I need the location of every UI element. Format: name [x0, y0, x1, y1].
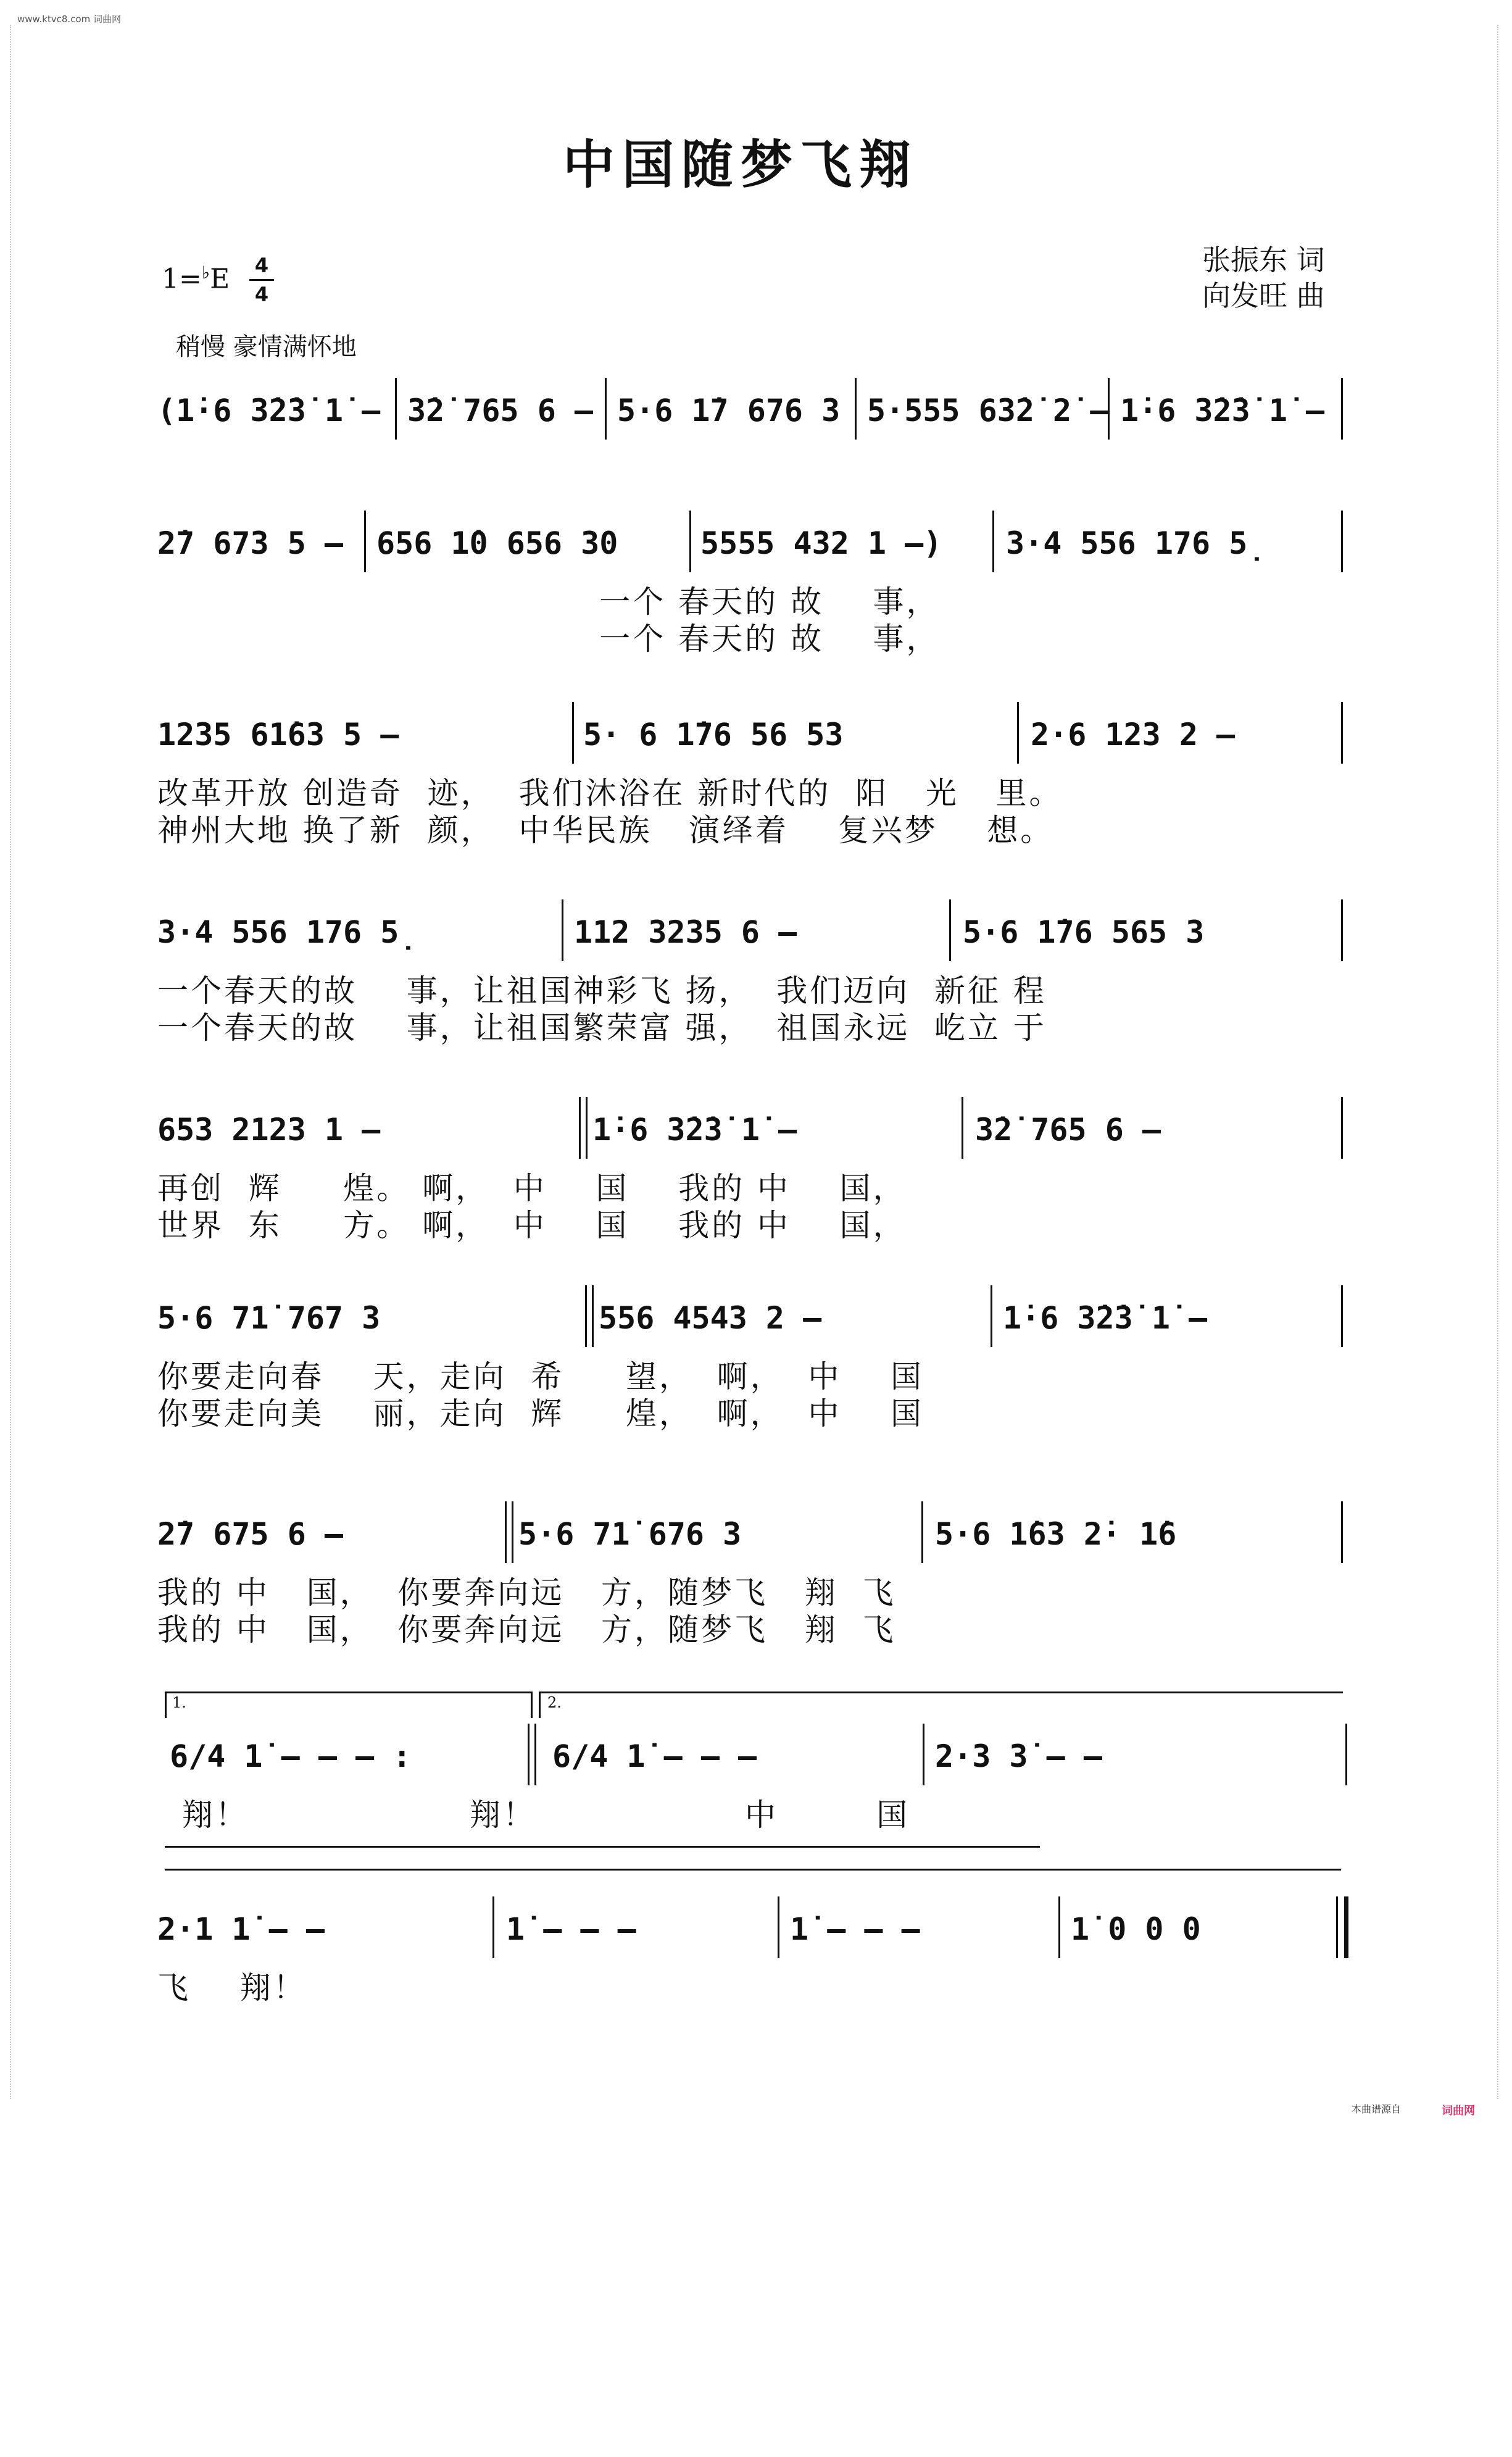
- lyric-line-2: 一个 春天的 故 事，: [157, 621, 940, 657]
- measure: 5555 432 1 –): [700, 525, 942, 561]
- measure: 3̇2̇ 765 6 –: [407, 393, 594, 428]
- left-page-edge: [10, 25, 15, 2099]
- measure: 2·1 1̇ – –: [157, 1911, 325, 1947]
- measure: 653 2123 1 –: [157, 1112, 381, 1148]
- lyric-line-2: 世界 东 方。 啊， 中 国 我的 中 国，: [157, 1208, 907, 1243]
- measure: 1235 61̇63 5 –: [157, 717, 399, 753]
- lyric-line-2: 我的 中 国， 你要奔向远 方，随梦飞 翔 飞: [157, 1612, 896, 1648]
- first-ending-bracket: [165, 1692, 533, 1718]
- measure: 3·4 556 176 5̣: [1006, 525, 1266, 561]
- lyric-line-2: 一个春天的故 事，让祖国繁荣富 强， 祖国永远 屹立 于: [157, 1010, 1047, 1046]
- system-divider: [165, 1846, 1040, 1848]
- lyric-line-1: 我的 中 国， 你要奔向远 方，随梦飞 翔 飞: [157, 1575, 896, 1611]
- measure: 1̇·6 3̇2̇3̇ 1̇ –: [1120, 393, 1325, 428]
- measure: 5· 6 1̇76 56 53: [583, 717, 844, 753]
- song-title: 中国随梦飞翔: [562, 135, 918, 195]
- lyric-line-1: 再创 辉 煌。 啊， 中 国 我的 中 国，: [157, 1170, 907, 1206]
- key-note: E: [210, 263, 230, 295]
- second-ending-bracket: [539, 1692, 1343, 1718]
- composer-credit: 向发旺 曲: [1202, 279, 1325, 312]
- measure: 1̇·6 3̇2̇3̇ 1̇ –: [592, 1112, 797, 1148]
- measure: 2·6 123 2 –: [1031, 717, 1236, 753]
- measure: 5·6 71̇ 767 3: [157, 1300, 381, 1336]
- measure: 1̇ – – –: [506, 1911, 636, 1947]
- measure: 2̇7 673 5 –: [157, 525, 344, 561]
- measure: 2·3 3̇ – –: [935, 1738, 1102, 1774]
- footer-source-text: 本曲谱源自: [1351, 2103, 1401, 2115]
- measure: 2̇7 675 6 –: [157, 1516, 344, 1552]
- measure: 3·4 556 176 5̣: [157, 914, 418, 950]
- measure: 1̇ – – –: [790, 1911, 920, 1947]
- second-ending-label: 2.: [547, 1694, 562, 1711]
- measure: (1̇·6 3̇2̇3̇ 1̇ –: [157, 393, 381, 428]
- lyric-line-1: 翔！ 翔！ 中 国: [157, 1797, 910, 1833]
- lyric-line-1: 改革开放 创造奇 迹， 我们沐浴在 新时代的 阳 光 里。: [157, 775, 1063, 811]
- system-top-line: [165, 1869, 1341, 1871]
- lyric-line-1: 你要走向春 天，走向 希 望， 啊， 中 国: [157, 1359, 924, 1395]
- measure: 6/4 1̇ – – – :: [170, 1738, 412, 1774]
- measure: 5·555 63̇2̇ 2̇ –: [867, 393, 1109, 428]
- meter-top: 4: [254, 254, 269, 277]
- measure: 5·6 71̇ 676 3: [518, 1516, 742, 1552]
- measure: 5·6 1̇7 676 3: [617, 393, 841, 428]
- lyric-line-2: 神州大地 换了新 颜， 中华民族 演绎着 复兴梦 想。: [157, 812, 1054, 848]
- lyric-line-1: 一个 春天的 故 事，: [157, 584, 940, 620]
- measure: 1̇·6 3̇2̇3̇ 1̇ –: [1003, 1300, 1208, 1336]
- lyricist-credit: 张振东 词: [1202, 243, 1325, 277]
- measure: 656 1̇0 656 30: [376, 525, 618, 561]
- key-signature: [162, 262, 230, 295]
- time-signature: [249, 253, 274, 307]
- measure: 1̇ 0 0 0: [1071, 1911, 1201, 1947]
- measure: 3̇2̇ 765 6 –: [975, 1112, 1161, 1148]
- credits: [1202, 242, 1325, 314]
- meter-bottom: 4: [254, 283, 269, 306]
- measure: 5·6 1̇76 565 3: [963, 914, 1205, 950]
- lyric-line-1: 飞 翔！: [157, 1970, 307, 2006]
- measure: 112 3235 6 –: [574, 914, 797, 950]
- first-ending-label: 1.: [172, 1694, 186, 1711]
- lyric-line-2: 你要走向美 丽，走向 辉 煌， 啊， 中 国: [157, 1396, 924, 1432]
- measure: 556 4543 2 –: [599, 1300, 822, 1336]
- lyric-line-1: 一个春天的故 事，让祖国神彩飞 扬， 我们迈向 新征 程: [157, 973, 1047, 1009]
- tempo-marking: 稍慢 豪情满怀地: [176, 333, 357, 361]
- site-watermark: www.ktvc8.com 词曲网: [17, 14, 122, 25]
- footer-logo: 词曲网: [1442, 2105, 1475, 2117]
- flat-sign: ♭: [201, 262, 210, 283]
- right-page-edge: [1497, 25, 1502, 2099]
- measure: 5·6 1̇63 2̇· 1̇6: [935, 1516, 1177, 1552]
- measure: 6/4 1̇ – – –: [552, 1738, 757, 1774]
- key-prefix: 1=: [162, 263, 202, 295]
